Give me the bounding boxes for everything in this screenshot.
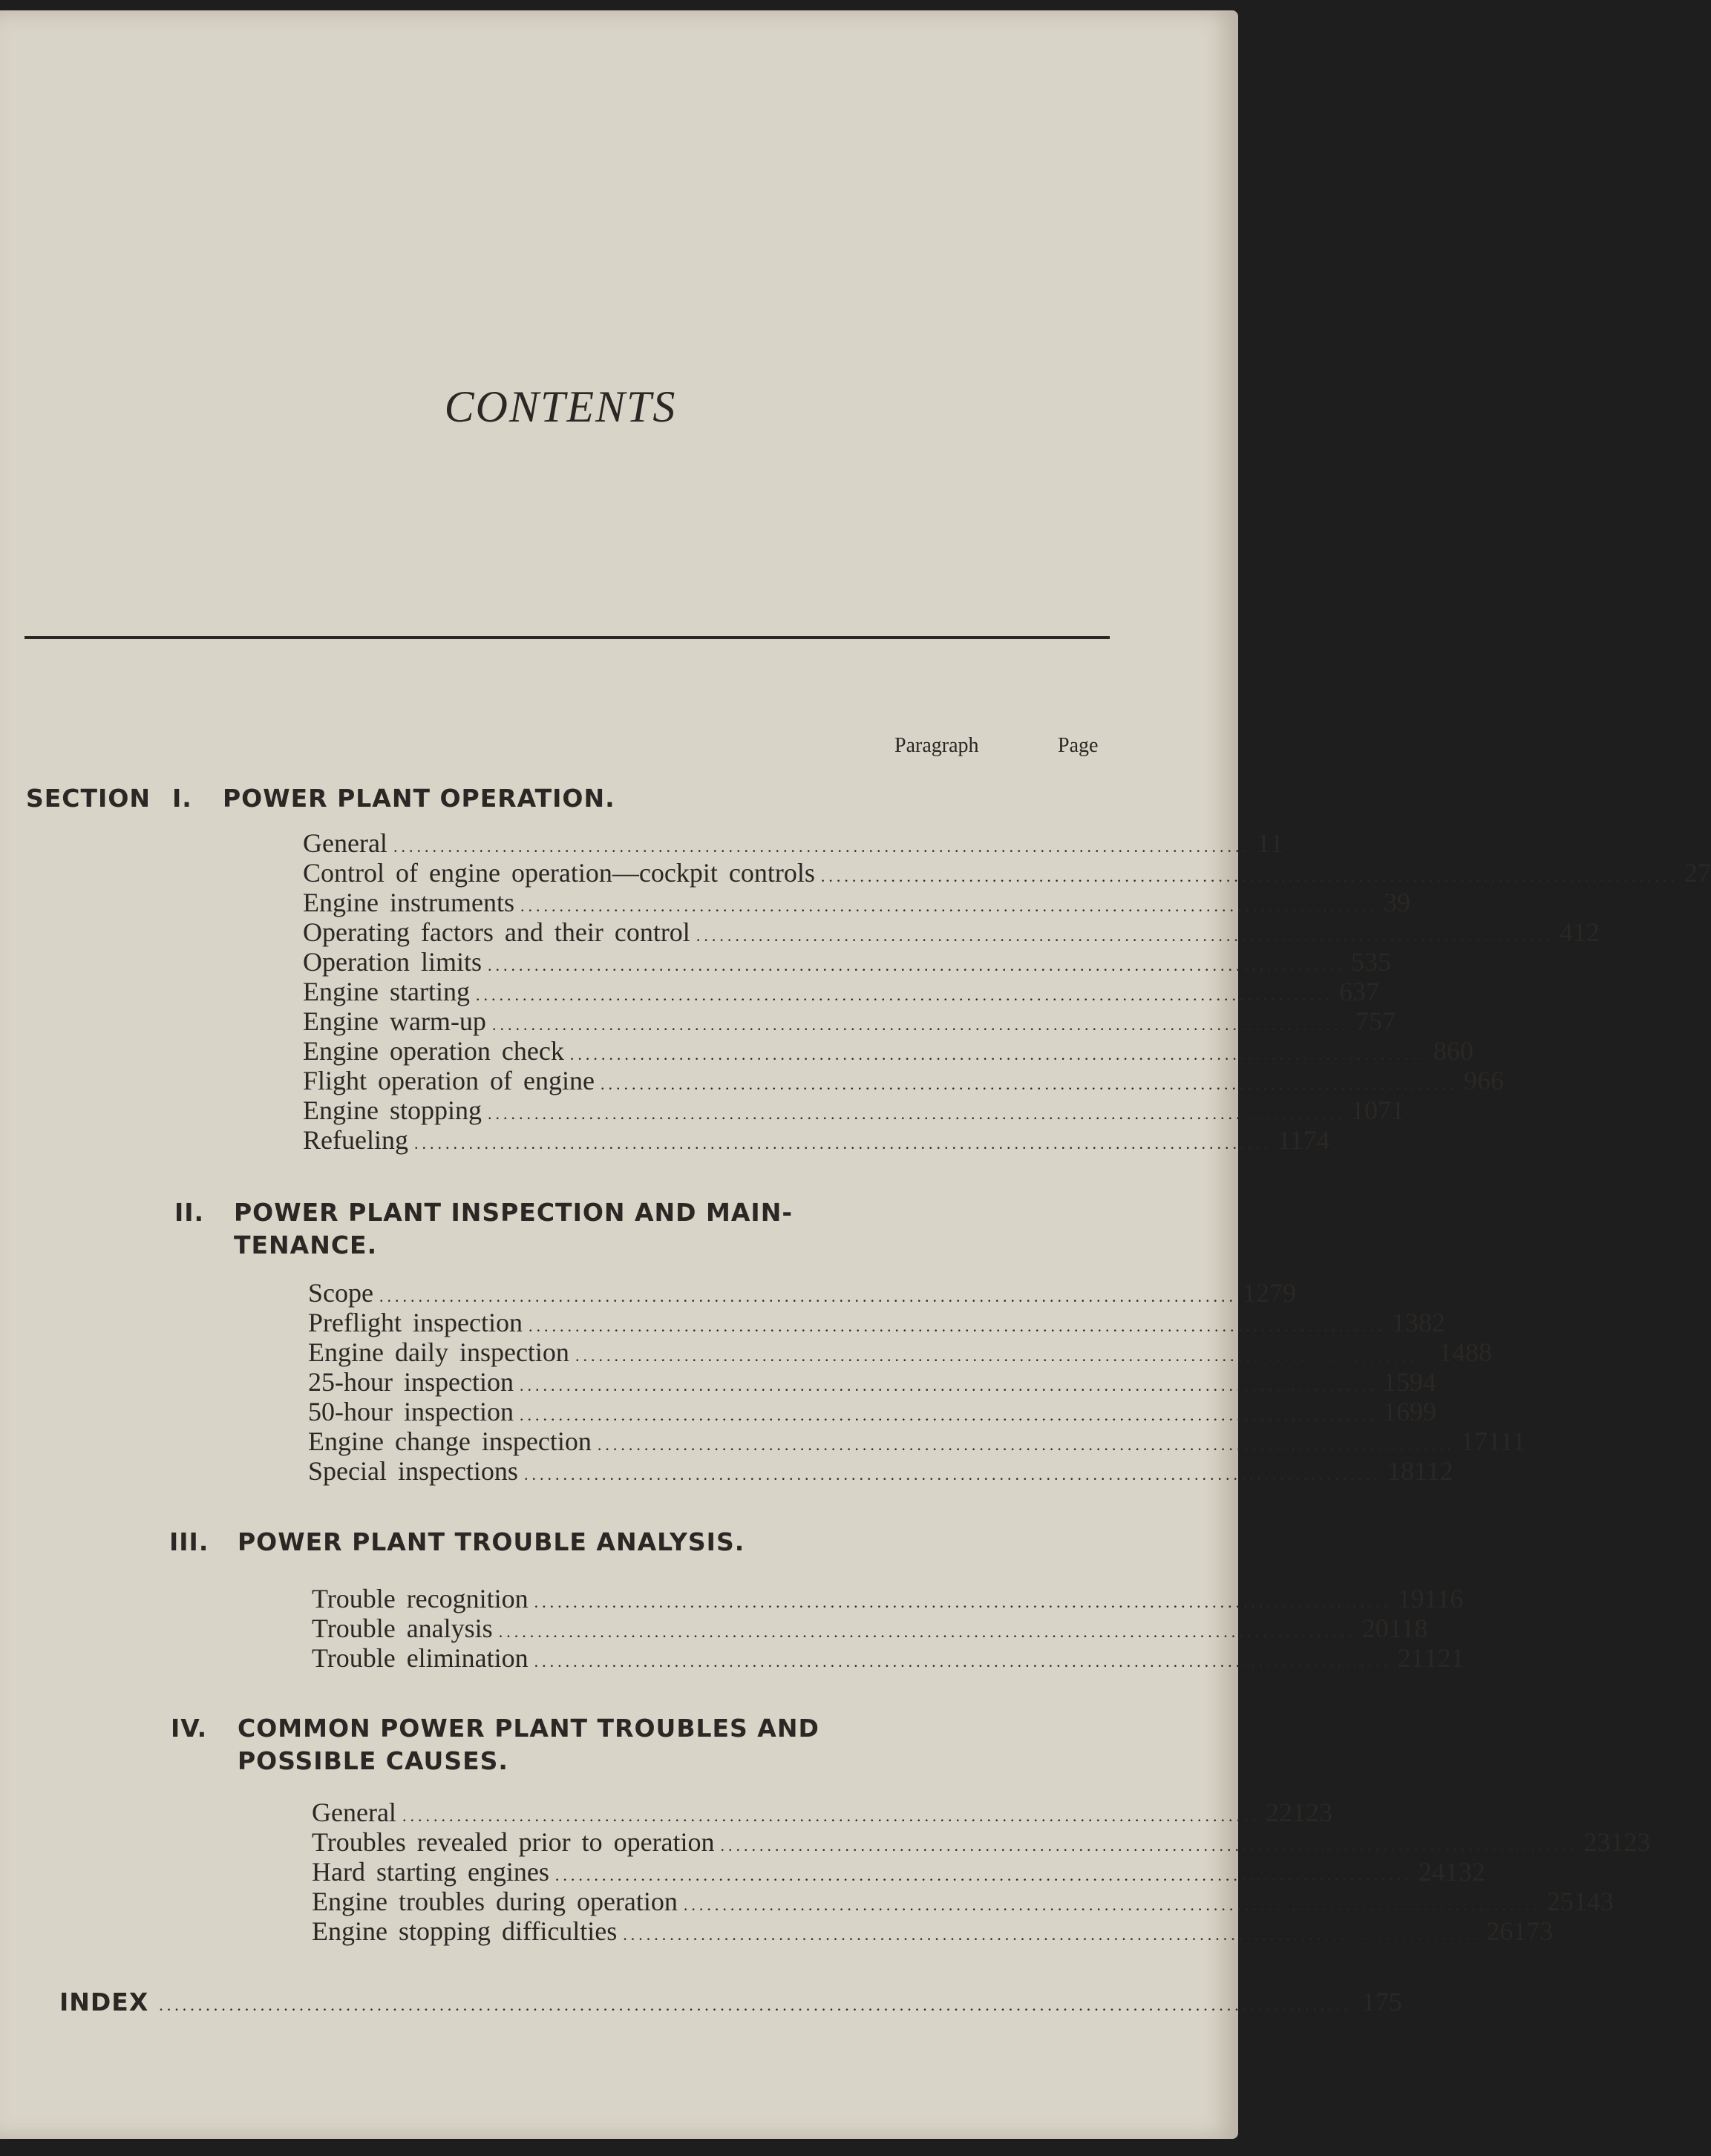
leader-dots <box>402 1801 1260 1831</box>
toc-entry <box>308 1308 1445 1337</box>
leader-dots <box>520 1400 1377 1430</box>
document-page <box>0 10 1711 2139</box>
entry-paragraph: 22 <box>1265 1798 1292 1827</box>
entry-paragraph: 21 <box>1397 1643 1424 1673</box>
section-numeral: IV. <box>171 1714 208 1743</box>
entry-paragraph: 1 <box>1256 828 1270 858</box>
entry-paragraph: 5 <box>1350 947 1364 977</box>
toc-entry <box>303 858 1711 888</box>
entry-label: Preflight inspection <box>308 1308 523 1337</box>
entry-page: 116 <box>1424 1584 1464 1613</box>
entry-paragraph: 25 <box>1546 1887 1574 1916</box>
toc-entry <box>308 1367 1436 1397</box>
toc-entry <box>312 1798 1332 1827</box>
leader-dots <box>555 1861 1413 1890</box>
section-title-line: POSSIBLE CAUSES. <box>238 1746 508 1775</box>
section-numeral: III. <box>169 1527 209 1556</box>
entry-page: 74 <box>1303 1125 1330 1155</box>
entry-label: Engine troubles during operation <box>312 1887 678 1916</box>
entry-label: Engine stopping difficulties <box>312 1916 618 1946</box>
toc-entry <box>312 1857 1485 1887</box>
section-title: POWER PLANT OPERATION. <box>223 784 615 813</box>
entry-paragraph: 15 <box>1382 1367 1410 1397</box>
entry-paragraph: 2 <box>1684 858 1698 888</box>
entry-page: 82 <box>1418 1308 1445 1337</box>
leader-dots <box>529 1311 1386 1341</box>
entry-label: General <box>312 1798 396 1827</box>
leader-dots <box>534 1647 1392 1677</box>
toc-entry <box>312 1613 1428 1643</box>
entry-label: Trouble elimination <box>312 1643 529 1673</box>
entry-page: 99 <box>1409 1397 1436 1426</box>
toc-entry <box>308 1426 1526 1456</box>
section-3-entries <box>312 1584 1465 1673</box>
entry-page: 112 <box>1413 1456 1453 1486</box>
leader-dots <box>520 1371 1377 1400</box>
entry-page: 79 <box>1269 1278 1296 1308</box>
entry-paragraph: 4 <box>1559 917 1573 947</box>
entry-page: 111 <box>1487 1426 1526 1456</box>
entry-paragraph: 17 <box>1460 1426 1488 1456</box>
entry-label: Engine stopping <box>303 1095 482 1125</box>
entry-paragraph: 3 <box>1383 888 1397 917</box>
entry-label: Engine warm-up <box>303 1006 486 1036</box>
toc-entry <box>308 1456 1453 1486</box>
entry-page: 88 <box>1465 1337 1492 1367</box>
leader-dots <box>821 862 1678 891</box>
entry-label: 25-hour inspection <box>308 1367 514 1397</box>
toc-entry <box>303 917 1600 947</box>
toc-entry <box>303 977 1379 1006</box>
toc-entry <box>308 1397 1436 1426</box>
toc-entry <box>303 947 1391 977</box>
leader-dots <box>492 1010 1350 1040</box>
leader-dots <box>696 921 1554 951</box>
index-label: INDEX <box>59 1988 149 2016</box>
toc-entry <box>303 888 1410 917</box>
entry-label: General <box>303 828 387 858</box>
entry-page: 71 <box>1377 1095 1404 1125</box>
section-3-heading <box>169 1526 745 1559</box>
entry-paragraph: 14 <box>1438 1337 1465 1367</box>
leader-dots <box>379 1282 1237 1311</box>
section-numeral: II. <box>174 1198 205 1227</box>
section-2-heading <box>174 1196 794 1259</box>
entry-page: 12 <box>1572 917 1600 947</box>
entry-page: 7 <box>1697 858 1711 888</box>
section-1-heading <box>26 782 615 815</box>
entry-label: Engine operation check <box>303 1036 564 1066</box>
entry-label: Trouble recognition <box>312 1584 529 1613</box>
leader-dots <box>524 1460 1381 1490</box>
entry-label: 50-hour inspection <box>308 1397 514 1426</box>
leader-dots <box>534 1587 1392 1617</box>
leader-dots <box>601 1069 1458 1099</box>
entry-label: Operating factors and their control <box>303 917 690 947</box>
entry-label: Control of engine operation—cockpit controls <box>303 858 815 888</box>
entry-label: Flight operation of engine <box>303 1066 595 1095</box>
toc-entry <box>312 1643 1465 1673</box>
entry-paragraph: 9 <box>1463 1066 1477 1095</box>
entry-page: 123 <box>1610 1827 1651 1857</box>
entry-paragraph: 26 <box>1486 1916 1514 1946</box>
entry-paragraph: 11 <box>1277 1125 1303 1155</box>
toc-entry <box>312 1887 1614 1916</box>
toc-entry <box>303 1066 1504 1095</box>
toc-entry <box>312 1584 1464 1613</box>
index-entry <box>59 1986 1402 2019</box>
toc-entry <box>308 1278 1296 1308</box>
entry-paragraph: 13 <box>1391 1308 1419 1337</box>
leader-dots <box>721 1831 1578 1861</box>
entry-page: 66 <box>1476 1066 1504 1095</box>
section-prefix: SECTION <box>26 784 151 813</box>
leader-dots <box>499 1617 1356 1647</box>
entry-paragraph: 20 <box>1361 1613 1389 1643</box>
leader-dots <box>488 951 1345 980</box>
entry-label: Trouble analysis <box>312 1613 493 1643</box>
entry-paragraph: 8 <box>1433 1036 1447 1066</box>
divider-rule <box>24 636 1110 639</box>
section-2-entries <box>308 1278 1526 1486</box>
section-title-line: TENANCE. <box>234 1231 378 1259</box>
section-numeral: I. <box>172 784 192 813</box>
entry-label: Special inspections <box>308 1456 518 1486</box>
section-1-entries <box>303 828 1711 1155</box>
entry-label: Hard starting engines <box>312 1857 549 1887</box>
leader-dots <box>623 1920 1480 1950</box>
entry-page: 132 <box>1445 1857 1485 1887</box>
entry-paragraph: 6 <box>1338 977 1352 1006</box>
entry-label: Refueling <box>303 1125 408 1155</box>
leader-dots <box>476 980 1333 1010</box>
column-header-page: Page <box>1058 734 1099 757</box>
index-page: 175 <box>1361 1987 1402 2016</box>
entry-page: 9 <box>1396 888 1410 917</box>
leader-dots <box>520 891 1378 921</box>
entry-page: 37 <box>1352 977 1379 1006</box>
column-header-paragraph: Paragraph <box>894 734 979 757</box>
entry-paragraph: 7 <box>1355 1006 1369 1036</box>
toc-entry <box>312 1827 1651 1857</box>
entry-page: 123 <box>1292 1798 1332 1827</box>
entry-paragraph: 18 <box>1387 1456 1414 1486</box>
leader-dots <box>393 832 1251 862</box>
entry-paragraph: 23 <box>1583 1827 1611 1857</box>
section-4-entries <box>312 1798 1651 1946</box>
entry-label: Scope <box>308 1278 373 1308</box>
entry-label: Operation limits <box>303 947 482 977</box>
toc-entry <box>308 1337 1492 1367</box>
section-title-line: POWER PLANT INSPECTION AND MAIN- <box>234 1198 794 1227</box>
entry-page: 121 <box>1424 1643 1465 1673</box>
leader-dots <box>684 1890 1541 1920</box>
toc-entry <box>303 1036 1473 1066</box>
entry-paragraph: 10 <box>1350 1095 1378 1125</box>
section-title: POWER PLANT TROUBLE ANALYSIS. <box>238 1527 745 1556</box>
leader-dots: ......................................................................................................................................................... <box>159 1996 1352 2014</box>
entry-paragraph: 19 <box>1397 1584 1424 1613</box>
leader-dots <box>575 1341 1433 1371</box>
entry-label: Engine change inspection <box>308 1426 592 1456</box>
entry-label: Engine instruments <box>303 888 514 917</box>
leader-dots <box>414 1129 1272 1159</box>
entry-label: Engine daily inspection <box>308 1337 569 1367</box>
entry-page: 60 <box>1446 1036 1473 1066</box>
entry-page: 1 <box>1269 828 1283 858</box>
entry-label: Engine starting <box>303 977 470 1006</box>
toc-entry <box>303 1095 1404 1125</box>
entry-paragraph: 12 <box>1242 1278 1269 1308</box>
toc-entry <box>303 828 1283 858</box>
entry-paragraph: 24 <box>1418 1857 1445 1887</box>
section-title-line: COMMON POWER PLANT TROUBLES AND <box>238 1714 819 1743</box>
leader-dots <box>598 1430 1455 1460</box>
entry-page: 143 <box>1573 1887 1614 1916</box>
section-4-heading <box>171 1712 819 1775</box>
entry-page: 35 <box>1364 947 1391 977</box>
toc-entry <box>303 1125 1330 1155</box>
leader-dots <box>488 1099 1345 1129</box>
toc-entry <box>303 1006 1396 1036</box>
entry-page: 173 <box>1513 1916 1554 1946</box>
entry-label: Troubles revealed prior to operation <box>312 1827 715 1857</box>
entry-paragraph: 16 <box>1382 1397 1410 1426</box>
entry-page: 118 <box>1388 1613 1428 1643</box>
entry-page: 57 <box>1368 1006 1396 1036</box>
leader-dots <box>570 1040 1427 1069</box>
entry-page: 94 <box>1409 1367 1436 1397</box>
toc-entry <box>312 1916 1554 1946</box>
page-title: CONTENTS <box>444 382 677 431</box>
